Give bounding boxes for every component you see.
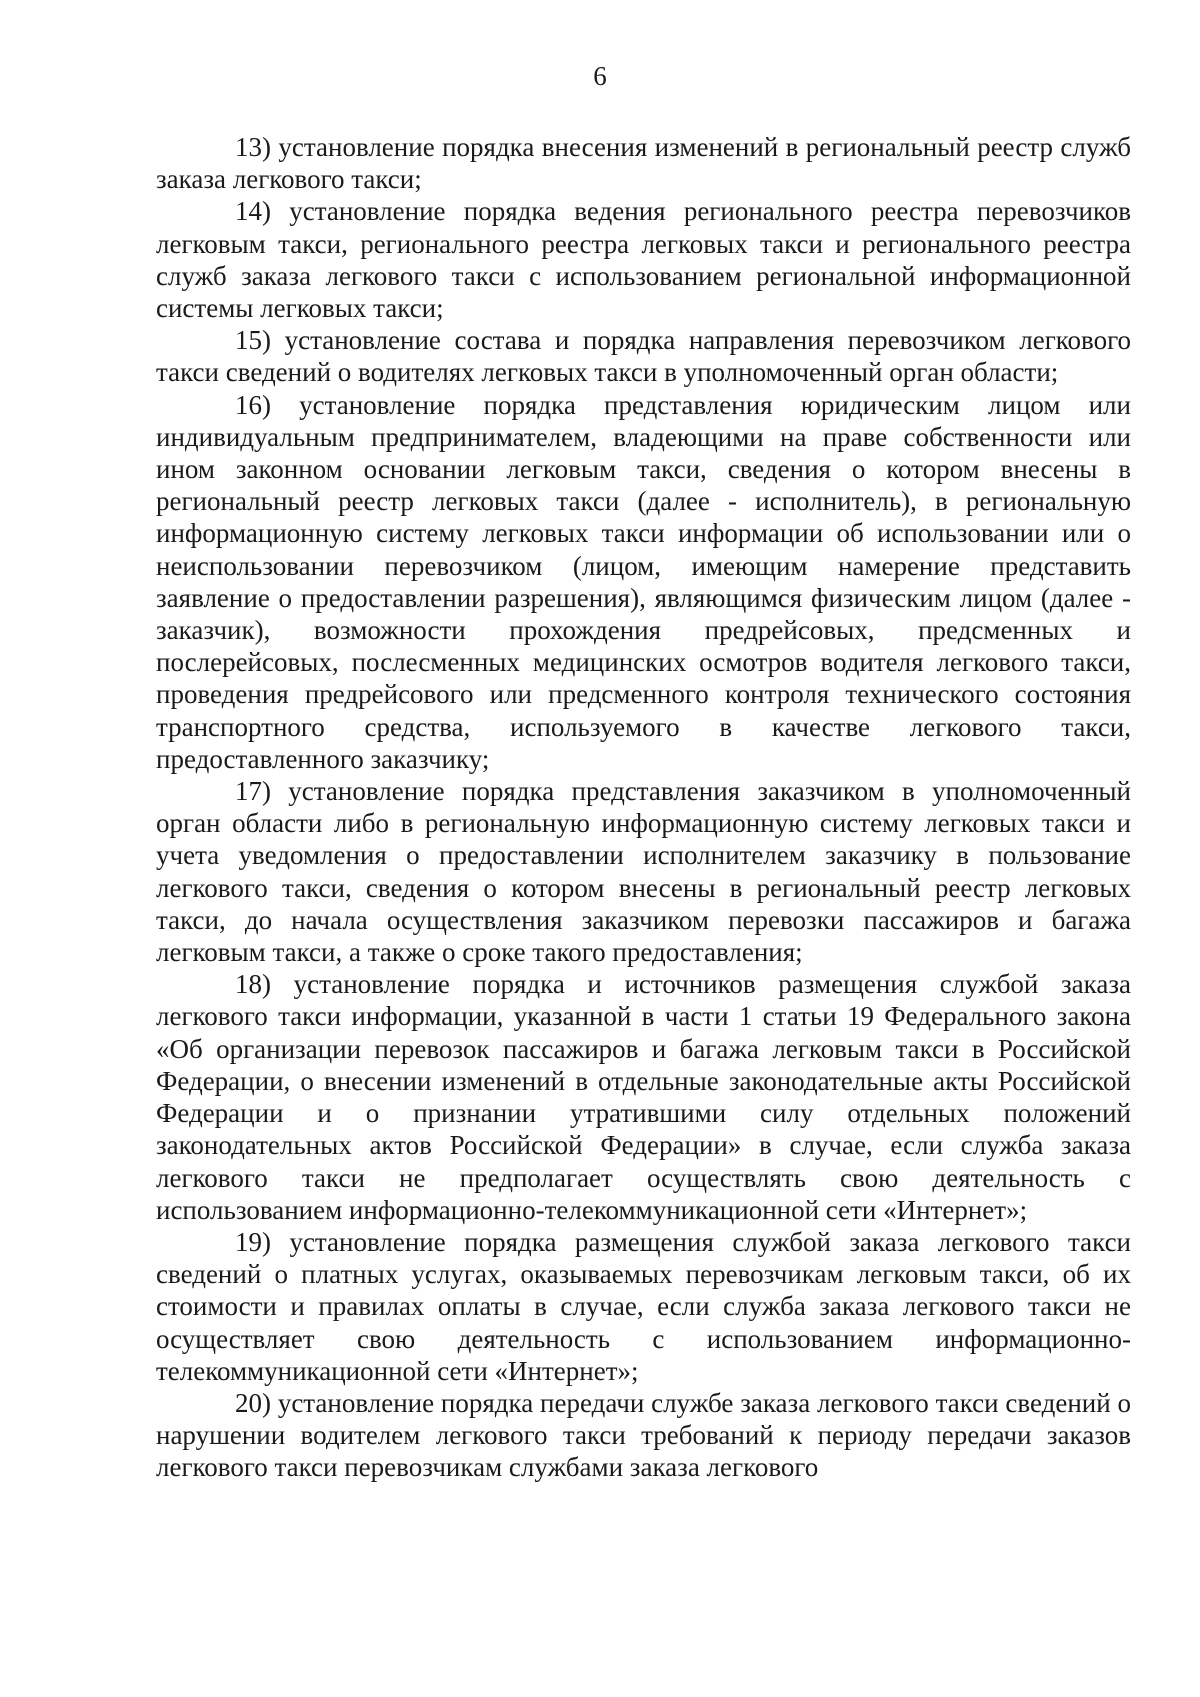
document-body (156, 131, 1131, 1484)
paragraph-item-15: 15) установление состава и порядка направления перевозчиком легкового такси сведений о водителях легковых такси в уполномоченный орган области; (156, 325, 1131, 388)
paragraph-item-14: 14) установление порядка ведения регионального реестра перевозчиков легковым такси, регионального реестра легковых такси и регионального реестра служб заказа легкового такси с использованием региональной информационной системы легковых такси; (156, 196, 1131, 324)
paragraph-item-20: 20) установление порядка передачи службе заказа легкового такси сведений о нарушении водителем легкового такси требований к периоду передачи заказов легкового такси перевозчикам службами заказа легкового (156, 1387, 1131, 1483)
page-number: 6 (593, 61, 607, 91)
paragraph-item-16: 16) установление порядка представления юридическим лицом или индивидуальным предпринимателем, владеющими на праве собственности или ином законном основании легковым такси, сведения о котором внесены в региональный реестр легковых такси (далее - исполнитель), в региональную информационную систему легковых такси информации об использовании или о неиспользовании перевозчиком (лицом, имеющим намерение представить заявление о предоставлении разрешения), являющимся физическим лицом (далее - заказчик), возможности прохождения предрейсовых, предсменных и послерейсовых, послесменных медицинских осмотров водителя легкового такси, проведения предрейсового или предсменного контроля технического состояния транспортного средства, используемого в качестве легкового такси, предоставленного заказчику; (156, 389, 1131, 774)
paragraph-item-17: 17) установление порядка представления заказчиком в уполномоченный орган области либо в региональную информационную систему легковых такси и учета уведомления о предоставлении исполнителем заказчику в пользование легкового такси, сведения о котором внесены в региональный реестр легковых такси, до начала осуществления заказчиком перевозки пассажиров и багажа легковым такси, а также о сроке такого предоставления; (156, 776, 1131, 968)
paragraph-item-13: 13) установление порядка внесения изменений в региональный реестр служб заказа легкового такси; (156, 132, 1131, 195)
paragraph-item-18: 18) установление порядка и источников размещения службой заказа легкового такси информации, указанной в части 1 статьи 19 Федерального закона «Об организации перевозок пассажиров и багажа легковым такси в Российской Федерации, о внесении изменений в отдельные законодательные акты Российской Федерации и о признании утратившими силу отдельных положений законодательных актов Российской Федерации» в случае, если служба заказа легкового такси не предполагает осуществлять свою деятельность с использованием информационно-телекоммуникационной сети «Интернет»; (156, 969, 1131, 1225)
paragraph-item-19: 19) установление порядка размещения службой заказа легкового такси сведений о платных услугах, оказываемых перевозчикам легковым такси, об их стоимости и правилах оплаты в случае, если служба заказа легкового такси не осуществляет свою деятельность с использованием информационно-телекоммуникационной сети «Интернет»; (156, 1226, 1131, 1386)
